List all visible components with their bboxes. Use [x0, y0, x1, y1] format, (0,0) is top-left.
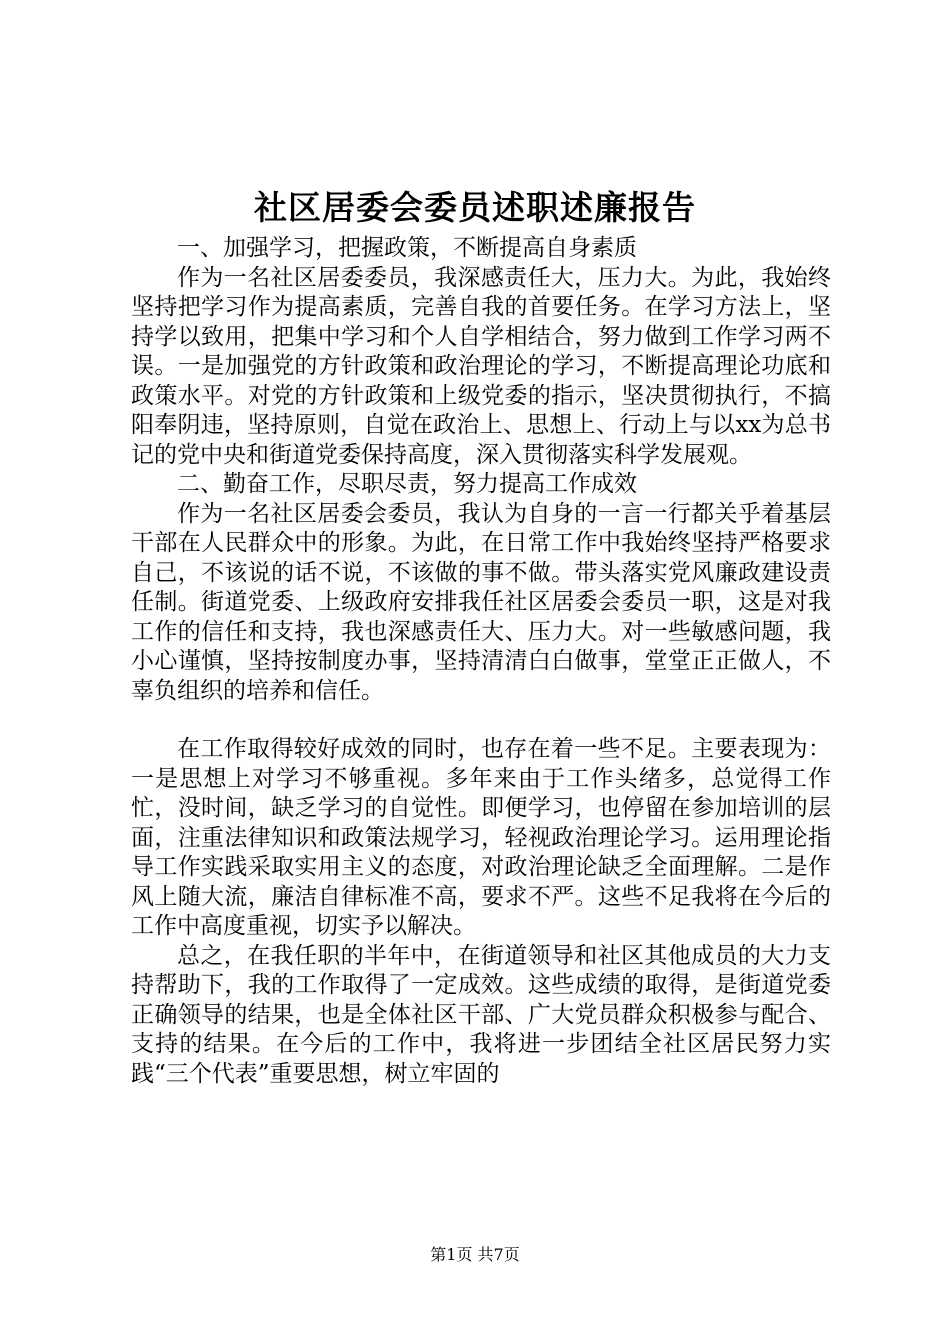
paragraph-gap [131, 706, 831, 735]
document-title: 社区居委会委员述职述廉报告 [254, 188, 696, 227]
paragraph-4: 总之，在我任职的半年中，在街道领导和社区其他成员的大力支持帮助下，我的工作取得了一定成效。这些成绩的取得，是街道党委正确领导的结果，也是全体社区干部、广大党员群众积极参与配合、支持的结果。在今后的工作中，我将进一步团结全社区居民努力实践“三个代表”重要思想，树立牢固的 [131, 942, 831, 1087]
section-heading-2: 二、勤奋工作，尽职尽责，努力提高工作成效 [177, 471, 637, 497]
paragraph-1: 作为一名社区居委委员，我深感责任大，压力大。为此，我始终坚持把学习作为提高素质，完善自我的首要任务。在学习方法上，坚持学以致用，把集中学习和个人自学相结合，努力做到工作学习两不误。一是加强党的方针政策和政治理论的学习，不断提高理论功底和政策水平。对党的方针政策和上级党委的指示，坚决贯彻执行，不搞阳奉阴违，坚持原则，自觉在政治上、思想上、行动上与以xx为总书记的党中央和街道党委保持高度，深入贯彻落实科学发展观。 [131, 264, 831, 468]
document-body [131, 234, 831, 1089]
paragraph-3: 在工作取得较好成效的同时，也存在着一些不足。主要表现为：一是思想上对学习不够重视。多年来由于工作头绪多，总觉得工作忙，没时间，缺乏学习的自觉性。即便学习，也停留在参加培训的层面，注重法律知识和政策法规学习，轻视政治理论学习。运用理论指导工作实践采取实用主义的态度，对政治理论缺乏全面理解。二是作风上随大流，廉洁自律标准不高，要求不严。这些不足我将在今后的工作中高度重视，切实予以解决。 [131, 736, 831, 939]
section-heading-1: 一、加强学习，把握政策，不断提高自身素质 [177, 235, 637, 261]
page-footer: 第1页 共7页 [430, 1245, 520, 1264]
paragraph-2: 作为一名社区居委会委员，我认为自身的一言一行都关乎着基层干部在人民群众中的形象。为此，在日常工作中我始终坚持严格要求自己，不该说的话不说，不该做的事不做。带头落实党风廉政建设责任制。街道党委、上级政府安排我任社区居委会委员一职，这是对我工作的信任和支持，我也深感责任大、压力大。对一些敏感问题，我小心谨慎，坚持按制度办事，坚持清清白白做事，堂堂正正做人，不辜负组织的培养和信任。 [131, 500, 831, 704]
